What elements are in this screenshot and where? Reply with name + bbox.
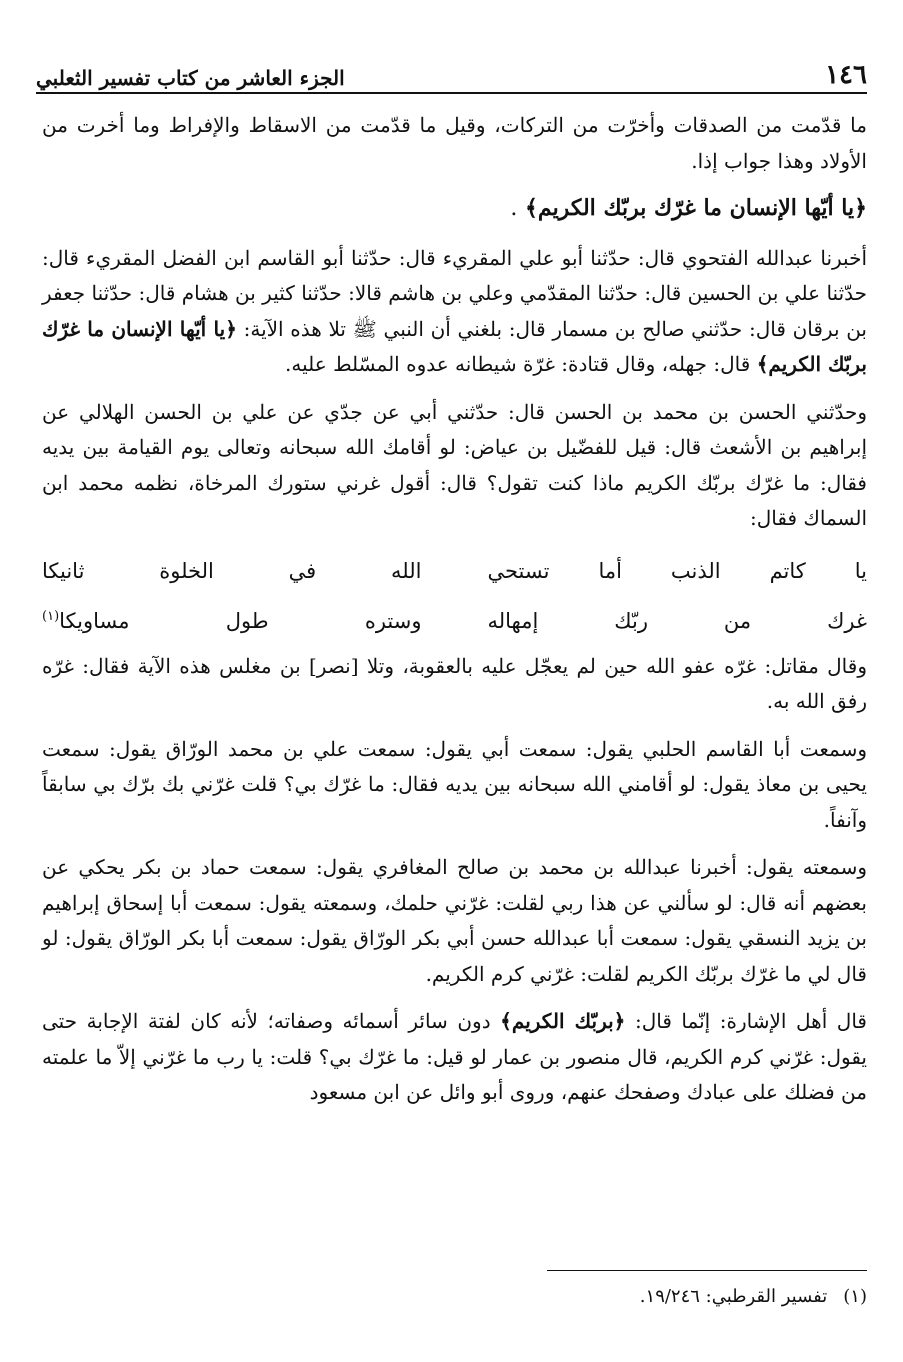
page-body <box>42 108 867 1123</box>
verse-heading-text: ﴿يا أيّها الإنسان ما غرّك بربّك الكريم﴾ <box>525 195 867 221</box>
paragraph-2-text-b: قال: جهله، وقال قتادة: غرّة شيطانه عدوه المسّلط عليه. <box>285 352 757 376</box>
poem-line-2-first-half: غرك من ربّك إمهاله <box>487 608 867 633</box>
footnote-rule <box>547 1270 867 1271</box>
paragraph-2-quran: ﴿يا أيّها الإنسان ما غرّك بربّك الكريم﴾ <box>42 316 867 376</box>
paragraph-2-text-a: أخبرنا عبدالله الفتحوي قال: حدّثنا أبو علي المقريء قال: حدّثنا أبو القاسم ابن الفضل المقريء قال: حدّثنا علي بن الحسين قال: حدّثنا المقدّمي وعلي بن هاشم قالا: حدّثنا كثير بن هشام قال: حدّثنا جعفر بن برقان قال: حدّثني صالح بن مسمار قال: بلغني أن النبي ﷺ تلا هذه الآية: <box>42 245 867 341</box>
paragraph-7 <box>42 1004 867 1111</box>
footnote <box>42 1282 867 1312</box>
poem-line-2-second-half-text: وستره طول مساويكا <box>59 608 422 633</box>
poem-line-1-first-half: يا كاتم الذنب أما تستحي <box>487 558 867 583</box>
paragraph-7-text-a: قال أهل الإشارة: إنّما قال: <box>625 1009 867 1033</box>
paragraph-7-quran: ﴿بربّك الكريم﴾ <box>500 1009 626 1033</box>
paragraph-7-text-b: دون سائر أسمائه وصفاته؛ لأنه كان لفتة الإجابة حتى يقول: غرّني كرم الكريم، قال منصور بن عمار لو قيل: ما غرّك بي؟ قلت: يا رب ما غرّني إلاّ ما علمته من فضلك على عبادك وصفحك عنهم، وروى أبو وائل عن ابن مسعود <box>42 1009 867 1104</box>
footnote-number: (١) <box>843 1286 867 1307</box>
paragraph-6: وسمعته يقول: أخبرنا عبدالله بن محمد بن صالح المغافري يقول: سمعت حماد بن بكر يحكي عن بعضهم أنه قال: لو سألني عن هذا ربي لقلت: غرّني حلمك، وسمعته يقول: سمعت أبا إسحاق إبراهيم بن يزيد النسقي يقول: سمعت أبا عبدالله حسن أبي بكر الورّاق يقول: سمعت أبا بكر الورّاق يقول: لو قال لي ما غرّك بربّك الكريم لقلت: غرّني كرم الكريم. <box>42 855 867 986</box>
poem-line-2-second-half <box>42 599 422 643</box>
page-number: ١٤٦ <box>825 60 867 90</box>
paragraph-4: وقال مقاتل: غرّه عفو الله حين لم يعجّل عليه بالعقوبة، وتلا [نصر] بن مغلس هذه الآية فقال: غرّه رفق الله به. <box>42 653 867 713</box>
paragraph-5: وسمعت أبا القاسم الحلبي يقول: سمعت أبي يقول: سمعت علي بن محمد الورّاق يقول: سمعت يحيى بن معاذ يقول: لو أقامني الله سبحانه بين يديه فقال: ما غرّك بي؟ قلت غرّني بك برّك بي سابقاً وآنفاً. <box>42 736 868 832</box>
verse-heading <box>42 191 867 227</box>
poem-line-1-second-half: الله في الخلوة ثانيكا <box>42 558 422 583</box>
verse-heading-dot: . <box>510 196 518 221</box>
header-rule <box>36 92 867 94</box>
page-header <box>36 48 867 90</box>
paragraph-3: وحدّثني الحسن بن محمد بن الحسن قال: حدّثني أبي عن جدّي عن علي بن الحسن الهلالي عن إبراهيم بن الأشعث قال: قيل للفضّيل بن عياض: لو أقامك الله سبحانه وتعالى يوم القيامة بين يديه فقال: ما غرّك بربّك الكريم ماذا كنت تقول؟ قال: أقول غرني ستورك المرخاة، نظمه محمد ابن السماك فقال: <box>42 399 867 530</box>
poem-line-2 <box>42 599 867 643</box>
paragraph-1: ما قدّمت من الصدقات وأخرّت من التركات، وقيل ما قدّمت من الاسقاط والإفراط وما أخرت من الأولاد وهذا جواب إذا. <box>42 113 867 173</box>
footnote-text: تفسير القرطبي: ١٩/٢٤٦. <box>639 1286 828 1307</box>
paragraph-2 <box>42 241 867 383</box>
poem-line-1 <box>42 549 867 593</box>
running-title: الجزء العاشر من كتاب تفسير الثعلبي <box>36 66 345 90</box>
footnote-marker: (١) <box>42 608 60 624</box>
